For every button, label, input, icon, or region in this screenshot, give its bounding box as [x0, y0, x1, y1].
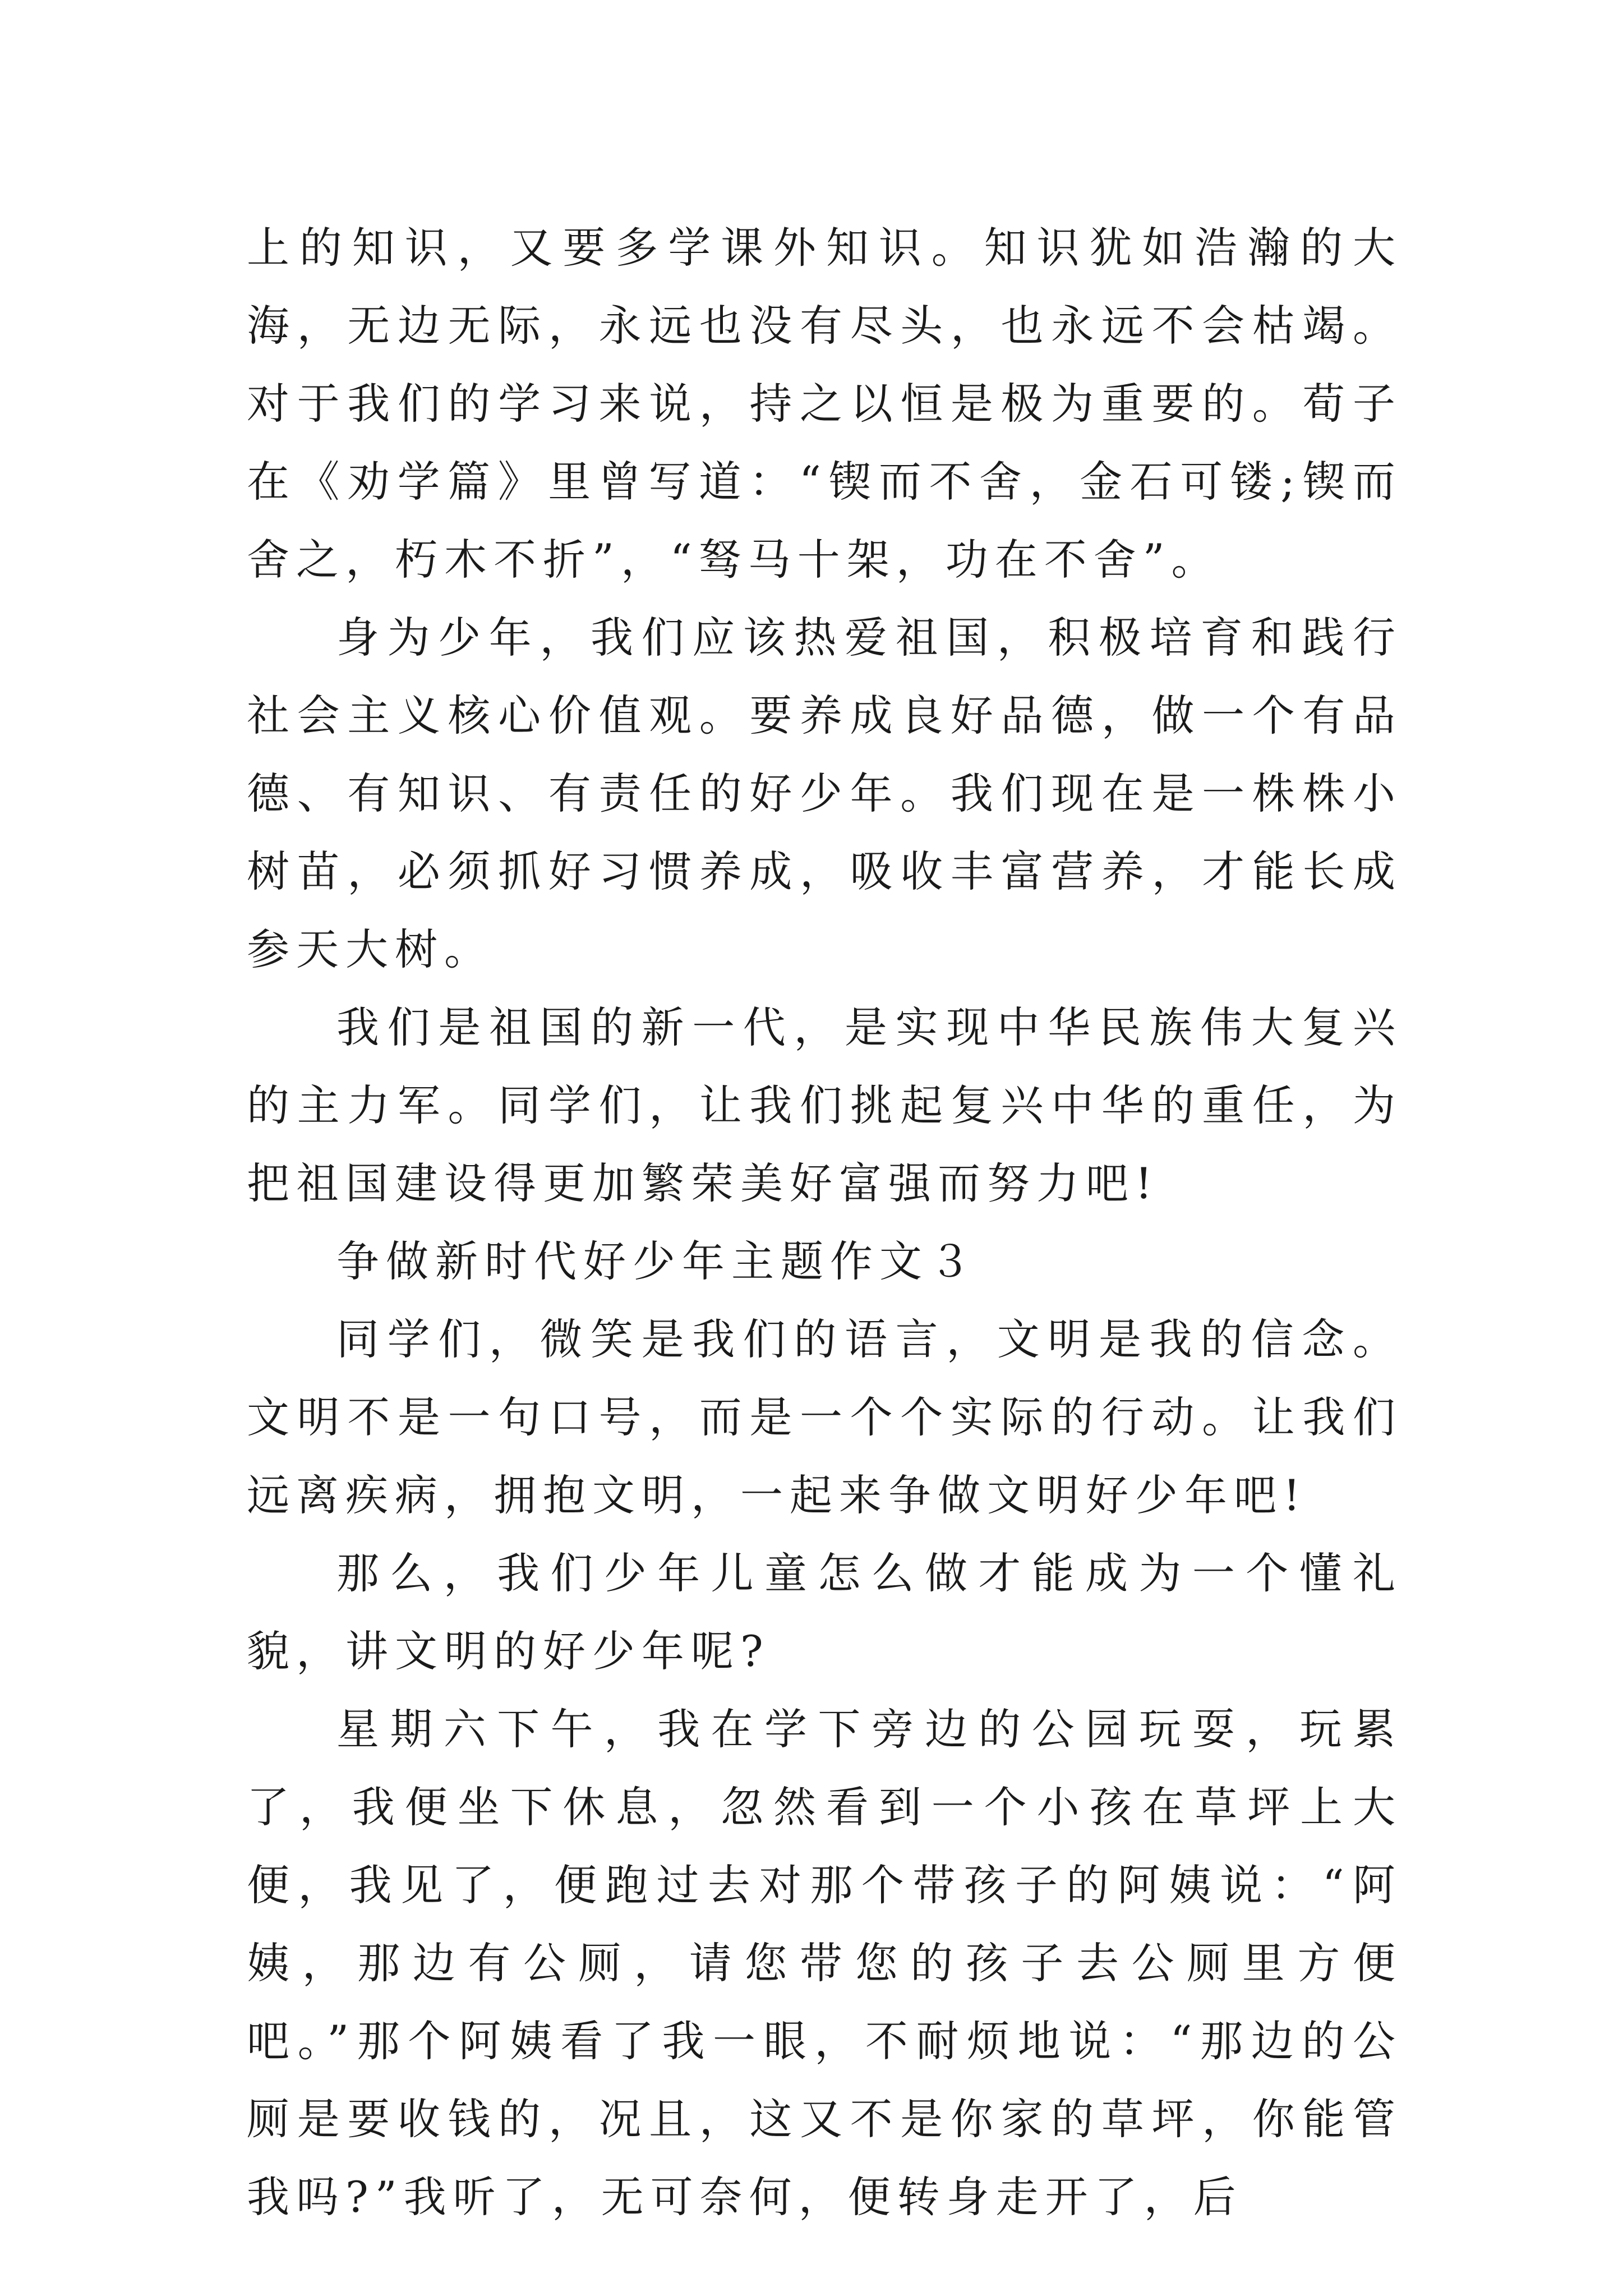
paragraph-new-generation: 我们是祖国的新一代，是实现中华民族伟大复兴的主力军。同学们，让我们挑起复兴中华的重任，为把祖国建设得更加繁荣美好富强而努力吧!	[247, 1002, 1402, 1208]
essay-heading: 争做新时代好少年主题作文３	[336, 1236, 978, 1286]
document-body	[247, 209, 1402, 2236]
paragraph-question: 那么，我们少年儿童怎么做才能成为一个懂礼貌，讲文明的好少年呢?	[247, 1548, 1402, 1676]
paragraph-continuation: 上的知识，又要多学课外知识。知识犹如浩瀚的大海，无边无际，永远也没有尽头，也永远不会枯竭。对于我们的学习来说，持之以恒是极为重要的。荀子在《劝学篇》里曾写道：“锲而不舍，金石可镂;锲而舍之，朽木不折”，“驽马十架，功在不舍”。	[247, 223, 1402, 585]
paragraph-park-story: 星期六下午，我在学下旁边的公园玩耍，玩累了，我便坐下休息，忽然看到一个小孩在草坪上大便，我见了，便跑过去对那个带孩子的阿姨说：“阿姨，那边有公厕，请您带您的孩子去公厕里方便吧。”那个阿姨看了我一眼，不耐烦地说：“那边的公厕是要收钱的，况且，这又不是你家的草坪，你能管我吗?”我听了，无可奈何，便转身走开了，后	[247, 1704, 1402, 2222]
paragraph-youth-values: 身为少年，我们应该热爱祖国，积极培育和践行社会主义核心价值观。要养成良好品德，做一个有品德、有知识、有责任的好少年。我们现在是一株株小树苗，必须抓好习惯养成，吸收丰富营养，才能长成参天大树。	[247, 613, 1402, 974]
paragraph-civility: 同学们，微笑是我们的语言，文明是我的信念。文明不是一句口号，而是一个个实际的行动。让我们远离疾病，拥抱文明，一起来争做文明好少年吧!	[247, 1314, 1402, 1520]
